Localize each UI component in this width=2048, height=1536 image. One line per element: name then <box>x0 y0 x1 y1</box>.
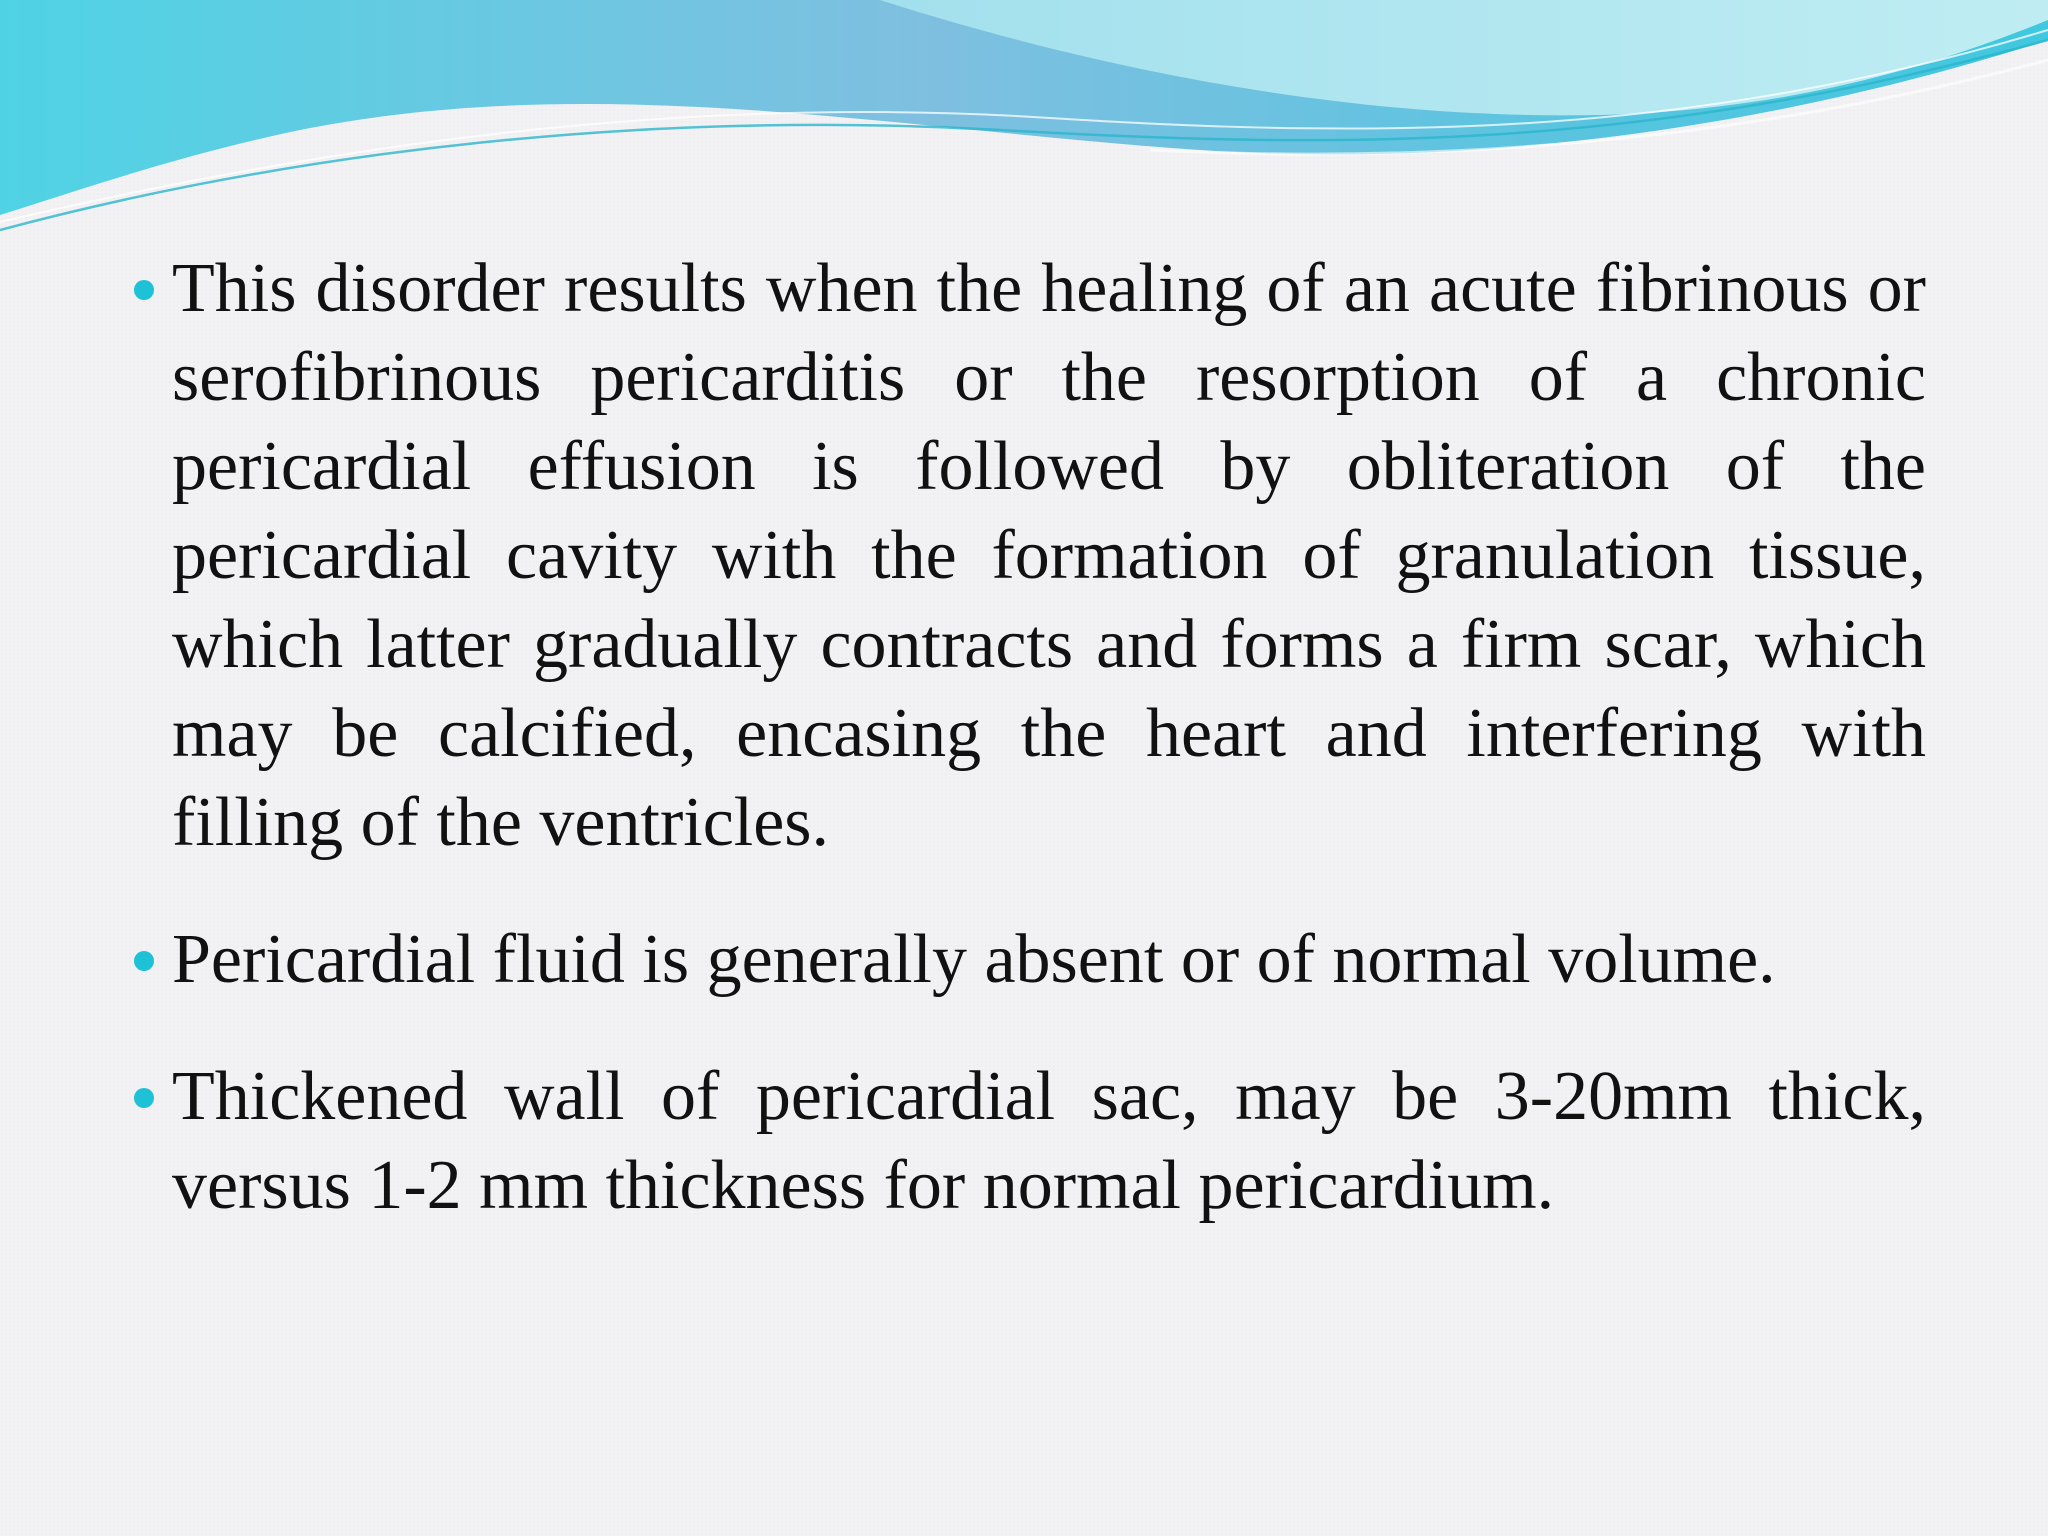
bullet-item <box>134 915 1926 1004</box>
bullet-item <box>134 244 1926 867</box>
bullet-icon <box>134 1088 154 1108</box>
bullet-text: Pericardial fluid is generally absent or of normal volume. <box>172 921 1776 998</box>
bullet-list <box>134 244 1926 1278</box>
bullet-icon <box>134 951 154 971</box>
bullet-text: Thickened wall of pericardial sac, may be 3-20mm thick, versus 1-2 mm thickness for normal pericardium. <box>172 1058 1926 1224</box>
bullet-item <box>134 1052 1926 1230</box>
bullet-icon <box>134 280 154 300</box>
header-wave-decoration <box>0 0 2048 240</box>
bullet-text: This disorder results when the healing of an acute fibrinous or serofibrinous pericarditis or the resorption of a chronic pericardial effusion is followed by obliteration of the pericardial cavity with the formation of granulation tissue, which latter gradually contracts and forms a firm scar, which may be calcified, encasing the heart and interfering with filling of the ventricles. <box>172 250 1926 861</box>
